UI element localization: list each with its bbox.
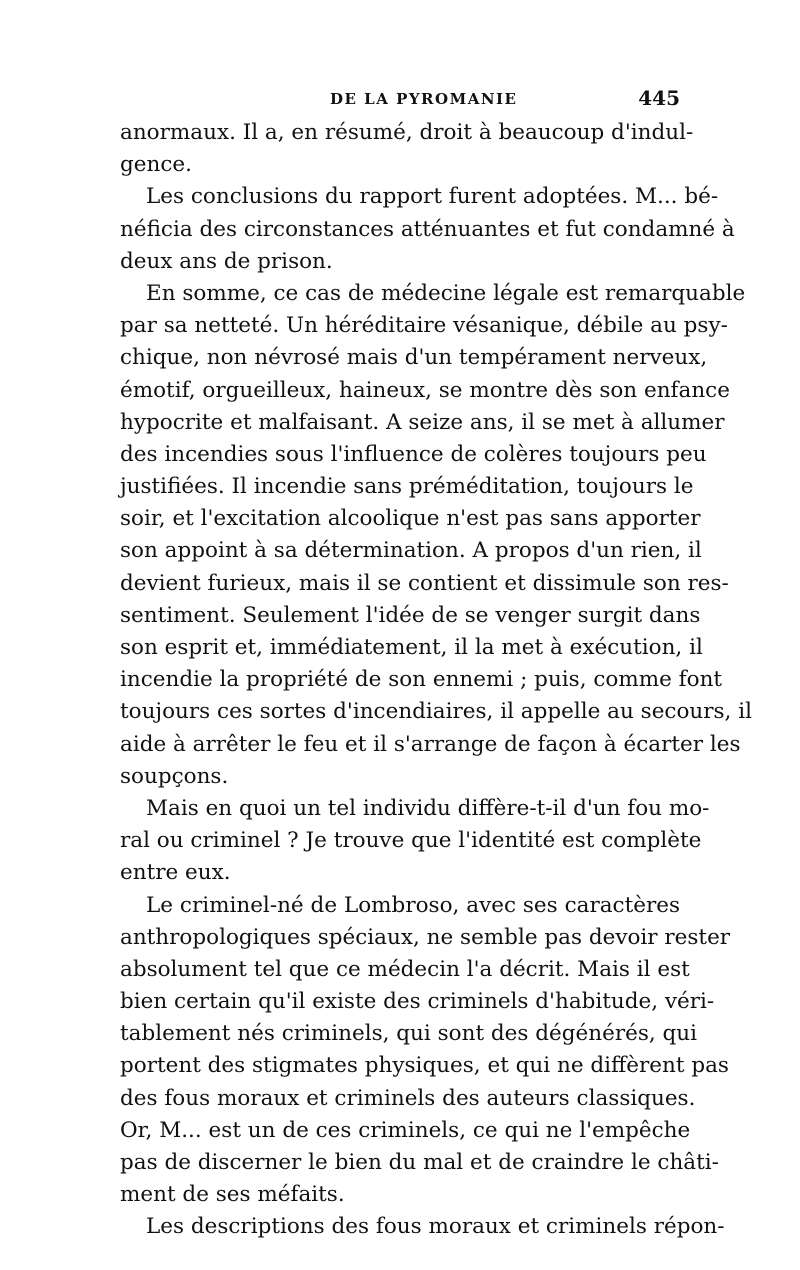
text-line: pas de discerner le bien du mal et de craindre le châti-	[120, 1150, 719, 1175]
text-line: par sa netteté. Un héréditaire vésanique, débile au psy-	[120, 313, 728, 339]
text-line: son appoint à sa détermination. A propos d'un rien, il	[120, 538, 702, 564]
text-line: anthropologiques spéciaux, ne semble pas devoir rester	[120, 924, 731, 950]
text-line: portent des stigmates physiques, et qui ne diffèrent pas	[120, 1053, 729, 1079]
text-line: ral ou criminel ? Je trouve que l'identité est complète	[120, 828, 702, 854]
text-line: deux ans de prison.	[120, 248, 333, 274]
text-line: justifiées. Il incendie sans préméditation, toujours le	[120, 474, 694, 500]
text-line: devient furieux, mais il se contient et dissimule son res-	[120, 570, 729, 596]
text-line: Les descriptions des fous moraux et criminels répon-	[146, 1214, 725, 1240]
text-line: Le criminel-né de Lombroso, avec ses caractères	[146, 892, 680, 918]
text-line: gence.	[120, 152, 192, 178]
text-line: Les conclusions du rapport furent adoptées. M... bé-	[146, 184, 719, 210]
text-line: incendie la propriété de son ennemi ; puis, comme font	[120, 667, 723, 693]
text-line: absolument tel que ce médecin l'a décrit. Mais il est	[120, 956, 690, 982]
text-line: toujours ces sortes d'incendiaires, il appelle au secours, il	[120, 699, 752, 725]
text-line: aide à arrêter le feu et il s'arrange de façon à écarter les	[120, 731, 741, 757]
text-line: émotif, orgueilleux, haineux, se montre dès son enfance	[120, 377, 730, 403]
text-line: son esprit et, immédiatement, il la met à exécution, il	[120, 635, 703, 660]
page-number: 445	[638, 86, 680, 110]
text-line: Mais en quoi un tel individu diffère-t-il d'un fou mo-	[146, 795, 710, 821]
text-line: ment de ses méfaits.	[120, 1182, 345, 1208]
text-line: tablement nés criminels, qui sont des dégénérés, qui	[120, 1021, 698, 1047]
text-line: soir, et l'excitation alcoolique n'est pas sans apporter	[120, 506, 701, 532]
page-header	[120, 86, 680, 112]
text-line: des incendies sous l'influence de colères toujours peu	[120, 441, 707, 467]
text-line: chique, non névrosé mais d'un tempérament nerveux,	[120, 345, 708, 371]
text-line: néficia des circonstances atténuantes et fut condamné à	[120, 216, 735, 242]
text-line: sentiment. Seulement l'idée de se venger surgit dans	[120, 602, 701, 628]
text-line: des fous moraux et criminels des auteurs classiques.	[120, 1085, 696, 1111]
text-line: entre eux.	[120, 860, 231, 886]
text-line: anormaux. Il a, en résumé, droit à beaucoup d'indul-	[120, 120, 694, 145]
running-title: DE LA PYROMANIE	[330, 90, 518, 108]
text-line: bien certain qu'il existe des criminels d'habitude, véri-	[120, 989, 715, 1015]
text-line: soupçons.	[120, 763, 229, 789]
body-text	[120, 117, 752, 1244]
text-line: En somme, ce cas de médecine légale est remarquable	[146, 280, 746, 306]
text-line: Or, M... est un de ces criminels, ce qui ne l'empêche	[120, 1117, 691, 1143]
text-line: hypocrite et malfaisant. A seize ans, il se met à allumer	[120, 409, 725, 435]
